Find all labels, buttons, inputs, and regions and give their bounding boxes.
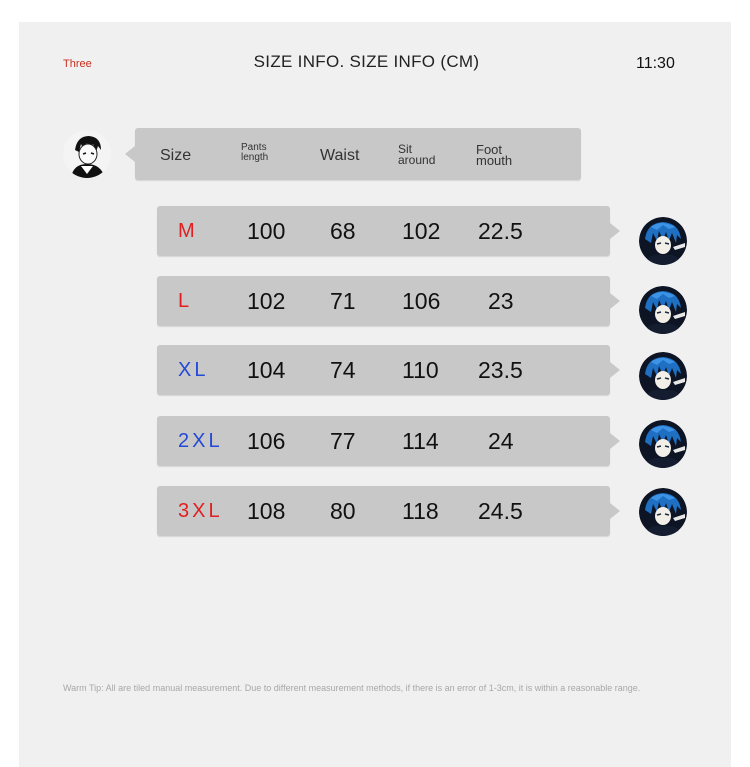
- table-row: [157, 486, 610, 536]
- warm-tip-note: Warm Tip: All are tiled manual measurement. Due to different measurement methods, if there is an error of 1-3cm, it is within a reasonable range.: [63, 683, 641, 693]
- foot-mouth-value: 24.5: [478, 498, 523, 524]
- column-header-bubble: [135, 128, 581, 180]
- table-row: [157, 416, 610, 466]
- sit-around-value: 114: [402, 428, 439, 454]
- pants-length-value: 106: [247, 428, 286, 454]
- waist-value: 71: [330, 288, 356, 314]
- pants-length-value: 102: [247, 288, 286, 314]
- size-label: 2XL: [178, 430, 223, 452]
- table-row: [157, 345, 610, 395]
- pants-length-value: 108: [247, 498, 286, 524]
- size-label: XL: [178, 359, 209, 381]
- column-pants-length: Pants length: [241, 142, 269, 163]
- column-sit-around: Sit around: [398, 142, 436, 167]
- sit-around-value: 118: [402, 498, 439, 524]
- blue-hair-avatar-icon: [639, 488, 687, 536]
- table-row: [157, 206, 610, 256]
- manga-avatar-icon: [63, 130, 111, 178]
- blue-hair-avatar-icon: [639, 352, 687, 400]
- table-row: [157, 276, 610, 326]
- page-title: SIZE INFO. SIZE INFO (CM): [253, 52, 480, 71]
- sit-around-value: 110: [402, 357, 439, 383]
- size-label: L: [178, 290, 193, 312]
- sit-around-value: 102: [402, 218, 441, 244]
- waist-value: 68: [330, 218, 356, 244]
- column-waist: Waist: [320, 147, 360, 164]
- blue-hair-avatar-icon: [639, 286, 687, 334]
- waist-value: 80: [330, 498, 356, 524]
- pants-length-value: 104: [247, 357, 286, 383]
- foot-mouth-value: 22.5: [478, 218, 523, 244]
- waist-value: 74: [330, 357, 356, 383]
- corner-label: Three: [63, 58, 92, 70]
- column-foot-mouth: Foot mouth: [476, 142, 513, 168]
- foot-mouth-value: 24: [488, 428, 514, 454]
- size-label: 3XL: [178, 500, 223, 522]
- blue-hair-avatar-icon: [639, 420, 687, 468]
- waist-value: 77: [330, 428, 356, 454]
- foot-mouth-value: 23.5: [478, 357, 523, 383]
- blue-hair-avatar-icon: [639, 217, 687, 265]
- foot-mouth-value: 23: [488, 288, 514, 314]
- sit-around-value: 106: [402, 288, 441, 314]
- size-label: M: [178, 220, 198, 242]
- time-label: 11:30: [636, 55, 675, 72]
- column-size: Size: [160, 147, 192, 164]
- pants-length-value: 100: [247, 218, 286, 244]
